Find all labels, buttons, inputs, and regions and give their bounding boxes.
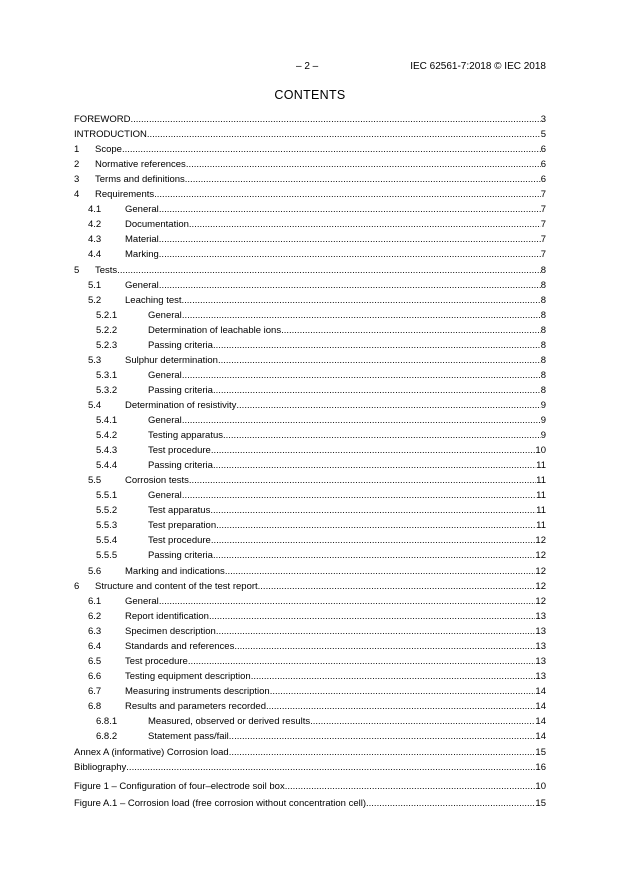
toc-leader-dots	[182, 488, 536, 503]
toc-entry-number: 5.4.2	[96, 430, 118, 442]
toc-entry[interactable]	[74, 594, 546, 609]
toc-entry-page: 8	[540, 294, 546, 306]
toc-entry-page: 7	[540, 189, 546, 201]
toc-entry[interactable]	[74, 278, 546, 293]
toc-leader-dots	[216, 518, 536, 533]
toc-entry-title: Sulphur determination	[125, 354, 218, 366]
toc-entry[interactable]	[74, 398, 546, 413]
toc-entry-title: Structure and content of the test report	[95, 580, 258, 592]
toc-entry[interactable]	[74, 172, 546, 187]
toc-leader-dots	[310, 714, 535, 729]
toc-leader-dots	[213, 458, 536, 473]
toc-leader-dots	[209, 609, 535, 624]
toc-entry[interactable]	[74, 232, 546, 247]
toc-entry[interactable]	[74, 112, 546, 127]
toc-entry-title: Marking and indications	[125, 565, 225, 577]
toc-entry-page: 7	[540, 234, 546, 246]
toc-entry-title: Results and parameters recorded	[125, 700, 266, 712]
toc-entry-title: Passing criteria	[148, 460, 213, 472]
toc-entry[interactable]	[74, 217, 546, 232]
toc-entry-title: General	[148, 415, 182, 426]
toc-leader-dots	[117, 263, 541, 278]
toc-entry[interactable]	[74, 323, 546, 338]
toc-leader-dots	[225, 564, 536, 579]
toc-entry-number: 5.5.3	[96, 520, 118, 532]
toc-entry-page: 14	[535, 731, 546, 743]
toc-leader-dots	[189, 217, 541, 232]
toc-entry[interactable]	[74, 796, 546, 811]
toc-entry-title: Determination of leachable ions	[148, 324, 282, 336]
toc-entry-page: 6	[540, 144, 546, 156]
toc-entry[interactable]	[74, 699, 546, 714]
toc-entry[interactable]	[74, 639, 546, 654]
toc-entry-number: 5.2.3	[96, 339, 118, 351]
toc-leader-dots	[281, 323, 541, 338]
toc-leader-dots	[258, 579, 536, 594]
toc-entry[interactable]	[74, 308, 546, 323]
toc-entry[interactable]	[74, 488, 546, 503]
toc-entry-page: 8	[540, 324, 546, 336]
toc-entry-number: 5.2.1	[96, 309, 118, 321]
toc-entry-number: 4.2	[88, 219, 102, 231]
toc-entry[interactable]	[74, 187, 546, 202]
toc-leader-dots	[159, 278, 541, 293]
toc-entry-page: 6	[540, 174, 546, 186]
toc-entry-title: Normative references	[95, 159, 186, 171]
toc-entry-number: 6.8.1	[96, 716, 118, 727]
toc-leader-dots	[182, 308, 541, 323]
toc-entry-number: 4.3	[88, 234, 102, 246]
toc-entry-page: 14	[535, 700, 546, 712]
toc-leader-dots	[366, 796, 535, 811]
toc-entry[interactable]	[74, 383, 546, 398]
toc-entry-page: 9	[540, 430, 546, 442]
toc-entry-page: 8	[540, 264, 546, 276]
toc-entry-title: Material	[125, 234, 159, 246]
toc-entry-page: 7	[540, 219, 546, 231]
standard-reference: IEC 62561-7:2018 © IEC 2018	[410, 61, 546, 72]
toc-entry-page: 12	[535, 535, 546, 547]
toc-entry-page: 3	[540, 114, 546, 125]
toc-entry-title: Scope	[95, 144, 122, 156]
toc-leader-dots	[223, 428, 541, 443]
toc-entry-title: General	[148, 309, 182, 321]
toc-entry-page: 8	[540, 309, 546, 321]
toc-entry-title: Testing equipment description	[125, 670, 251, 682]
toc-leader-dots	[218, 353, 541, 368]
toc-entry-number: 3	[74, 174, 80, 186]
toc-entry-number: 1	[74, 144, 80, 156]
toc-entry-number: 5.5.2	[96, 505, 118, 517]
toc-entry-title: Report identification	[125, 610, 209, 622]
toc-leader-dots	[159, 232, 541, 247]
toc-entry[interactable]	[74, 413, 546, 428]
toc-entry-page: 11	[536, 520, 546, 532]
toc-entry-page: 8	[540, 279, 546, 291]
toc-entry-title: Figure A.1 – Corrosion load (free corrosion without concentration cell)	[74, 798, 367, 810]
toc-entry[interactable]	[74, 202, 546, 217]
page-number: – 2 –	[296, 61, 319, 72]
toc-entry-number: 2	[74, 159, 80, 171]
toc-entry[interactable]	[74, 654, 546, 669]
toc-entry-title: General	[125, 279, 159, 291]
toc-entry[interactable]	[74, 458, 546, 473]
toc-entry[interactable]	[74, 533, 546, 548]
toc-leader-dots	[216, 624, 536, 639]
toc-entry-title: General	[148, 490, 182, 502]
toc-entry-title: Passing criteria	[148, 550, 213, 562]
toc-entry-page: 13	[535, 655, 546, 667]
toc-entry-title: Test apparatus	[148, 505, 211, 517]
toc-entry-number: 5.5.1	[96, 490, 118, 502]
toc-leader-dots	[159, 594, 536, 609]
toc-entry[interactable]	[74, 624, 546, 639]
toc-leader-dots	[182, 293, 541, 308]
toc-leader-dots	[122, 142, 541, 157]
toc-entry[interactable]	[74, 247, 546, 262]
toc-entry-number: 5.3.1	[96, 369, 118, 381]
toc-leader-dots	[213, 548, 535, 563]
toc-entry[interactable]	[74, 473, 546, 488]
toc-entry-page: 11	[536, 475, 546, 487]
toc-entry-page: 8	[540, 339, 546, 351]
toc-entry-title: General	[148, 369, 182, 381]
toc-entry-page: 15	[535, 747, 546, 759]
toc-entry-page: 11	[536, 505, 546, 517]
toc-entry[interactable]	[74, 684, 546, 699]
toc-entry-number: 5.5.5	[96, 550, 118, 562]
toc-entry-title: Measuring instruments description	[125, 685, 270, 697]
toc-entry-number: 6.3	[88, 625, 102, 637]
toc-leader-dots	[251, 669, 536, 684]
toc-entry-title: Annex A (informative) Corrosion load	[74, 747, 229, 759]
toc-entry[interactable]	[74, 518, 546, 533]
toc-entry-number: 6.5	[88, 655, 102, 667]
toc-entry[interactable]	[74, 779, 546, 794]
toc-entry[interactable]	[74, 714, 546, 729]
toc-entry-title: Measured, observed or derived results	[148, 716, 311, 727]
toc-entry-title: FOREWORD	[74, 114, 131, 125]
toc-leader-dots	[159, 202, 541, 217]
toc-entry[interactable]	[74, 609, 546, 624]
toc-entry-title: Determination of resistivity	[125, 399, 237, 411]
toc-entry-number: 5.4.1	[96, 415, 118, 426]
toc-leader-dots	[159, 247, 541, 262]
toc-leader-dots	[185, 172, 541, 187]
toc-leader-dots	[213, 383, 541, 398]
toc-entry[interactable]	[74, 353, 546, 368]
toc-entry-title: Standards and references	[125, 640, 235, 652]
toc-entry-title: INTRODUCTION	[74, 129, 147, 141]
toc-leader-dots	[236, 398, 540, 413]
toc-entry-page: 9	[540, 399, 546, 411]
toc-entry-title: Terms and definitions	[95, 174, 185, 186]
toc-entry[interactable]	[74, 579, 546, 594]
toc-leader-dots	[270, 684, 536, 699]
page-title: CONTENTS	[274, 88, 346, 102]
toc-entry-page: 16	[535, 762, 546, 774]
toc-entry[interactable]	[74, 368, 546, 383]
toc-entry-title: Test procedure	[125, 655, 188, 667]
toc-leader-dots	[229, 745, 536, 760]
toc-entry-number: 5.3.2	[96, 384, 118, 396]
toc-entry[interactable]	[74, 669, 546, 684]
toc-entry-number: 4	[74, 189, 80, 201]
toc-entry[interactable]	[74, 745, 546, 760]
toc-leader-dots	[130, 112, 540, 127]
toc-entry-page: 14	[535, 716, 546, 727]
toc-leader-dots	[182, 413, 541, 428]
toc-leader-dots	[147, 127, 541, 142]
toc-entry-number: 6.8	[88, 700, 102, 712]
toc-entry-number: 5.2	[88, 294, 102, 306]
toc-entry[interactable]	[74, 564, 546, 579]
toc-leader-dots	[211, 443, 536, 458]
toc-entry-number: 5.1	[88, 279, 102, 291]
toc-entry-page: 8	[540, 369, 546, 381]
toc-entry[interactable]	[74, 428, 546, 443]
toc-entry-page: 12	[535, 550, 546, 562]
toc-entry-title: Requirements	[95, 189, 155, 201]
toc-entry-page: 10	[535, 781, 546, 793]
toc-entry-number: 6.8.2	[96, 731, 118, 743]
toc-leader-dots	[234, 639, 535, 654]
toc-entry-title: Passing criteria	[148, 339, 213, 351]
toc-entry-title: Specimen description	[125, 625, 216, 637]
toc-entry[interactable]	[74, 142, 546, 157]
toc-entry-title: Testing apparatus	[148, 430, 223, 442]
toc-entry[interactable]	[74, 338, 546, 353]
toc-entry-page: 12	[535, 595, 546, 607]
toc-entry-number: 5.4.3	[96, 445, 118, 457]
toc-entry-title: Test procedure	[148, 445, 211, 457]
toc-entry-title: Marking	[125, 249, 159, 261]
toc-leader-dots	[188, 654, 536, 669]
toc-entry-page: 7	[540, 204, 546, 216]
toc-entry[interactable]	[74, 443, 546, 458]
toc-entry-title: General	[125, 204, 159, 216]
toc-entry-page: 10	[535, 445, 546, 457]
toc-entry-page: 14	[535, 685, 546, 697]
toc-entry-page: 11	[536, 490, 546, 502]
toc-entry-title: Documentation	[125, 219, 189, 231]
toc-entry-page: 9	[540, 415, 546, 426]
toc-entry[interactable]	[74, 293, 546, 308]
toc-entry-number: 4.1	[88, 204, 102, 216]
toc-leader-dots	[182, 368, 541, 383]
toc-entry-page: 15	[535, 798, 546, 810]
toc-entry-page: 13	[535, 670, 546, 682]
toc-entry-title: Figure 1 – Configuration of four–electrode soil box	[74, 781, 285, 793]
toc-leader-dots	[266, 699, 535, 714]
toc-entry-number: 6	[74, 580, 80, 592]
toc-entry-page: 13	[535, 625, 546, 637]
toc-entry-number: 6.2	[88, 610, 102, 622]
toc-entry-number: 5.2.2	[96, 324, 118, 336]
toc-entry-number: 5.5	[88, 475, 102, 487]
toc-entry-title: Statement pass/fail	[148, 731, 229, 743]
toc-entry-page: 11	[536, 460, 546, 472]
toc-entry-number: 5.3	[88, 354, 102, 366]
toc-entry-page: 8	[540, 384, 546, 396]
toc-entry-number: 6.1	[88, 595, 102, 607]
toc-leader-dots	[186, 157, 541, 172]
toc-leader-dots	[285, 779, 536, 794]
toc-leader-dots	[213, 338, 541, 353]
toc-entry-page: 8	[540, 354, 546, 366]
toc-entry-title: Bibliography	[74, 762, 127, 774]
toc-entry-number: 4.4	[88, 249, 102, 261]
toc-leader-dots	[154, 187, 541, 202]
toc-entry-number: 5.6	[88, 565, 102, 577]
toc-entry-page: 12	[535, 565, 546, 577]
toc-entry-number: 6.6	[88, 670, 102, 682]
toc-entry-page: 13	[535, 640, 546, 652]
toc-entry-title: Passing criteria	[148, 384, 213, 396]
toc-entry-page: 13	[535, 610, 546, 622]
toc-entry-title: Test procedure	[148, 535, 211, 547]
toc-entry[interactable]	[74, 548, 546, 563]
toc-leader-dots	[211, 533, 536, 548]
toc-entry-title: Test preparation	[148, 520, 217, 532]
toc-entry-number: 5.4.4	[96, 460, 118, 472]
toc-entry[interactable]	[74, 157, 546, 172]
toc-entry-title: Corrosion tests	[125, 475, 189, 487]
toc-entry-page: 5	[540, 129, 546, 141]
toc-entry[interactable]	[74, 760, 546, 775]
toc-entry-page: 7	[540, 249, 546, 261]
toc-leader-dots	[229, 729, 536, 744]
toc-entry[interactable]	[74, 503, 546, 518]
toc-leader-dots	[126, 760, 535, 775]
toc-entry-number: 5.4	[88, 399, 102, 411]
toc-entry-number: 6.4	[88, 640, 102, 652]
toc-entry-number: 6.7	[88, 685, 102, 697]
toc-leader-dots	[210, 503, 536, 518]
toc-entry[interactable]	[74, 127, 546, 142]
toc-entry-number: 5	[74, 264, 80, 276]
toc-entry[interactable]	[74, 263, 546, 278]
toc-entry-title: Leaching test	[125, 294, 182, 306]
toc-entry[interactable]	[74, 729, 546, 744]
toc-entry-number: 5.5.4	[96, 535, 118, 547]
toc-entry-title: Tests	[95, 264, 118, 276]
toc-entry-title: General	[125, 595, 159, 607]
toc-entry-page: 6	[540, 159, 546, 171]
toc-entry-page: 12	[535, 580, 546, 592]
toc-leader-dots	[189, 473, 536, 488]
